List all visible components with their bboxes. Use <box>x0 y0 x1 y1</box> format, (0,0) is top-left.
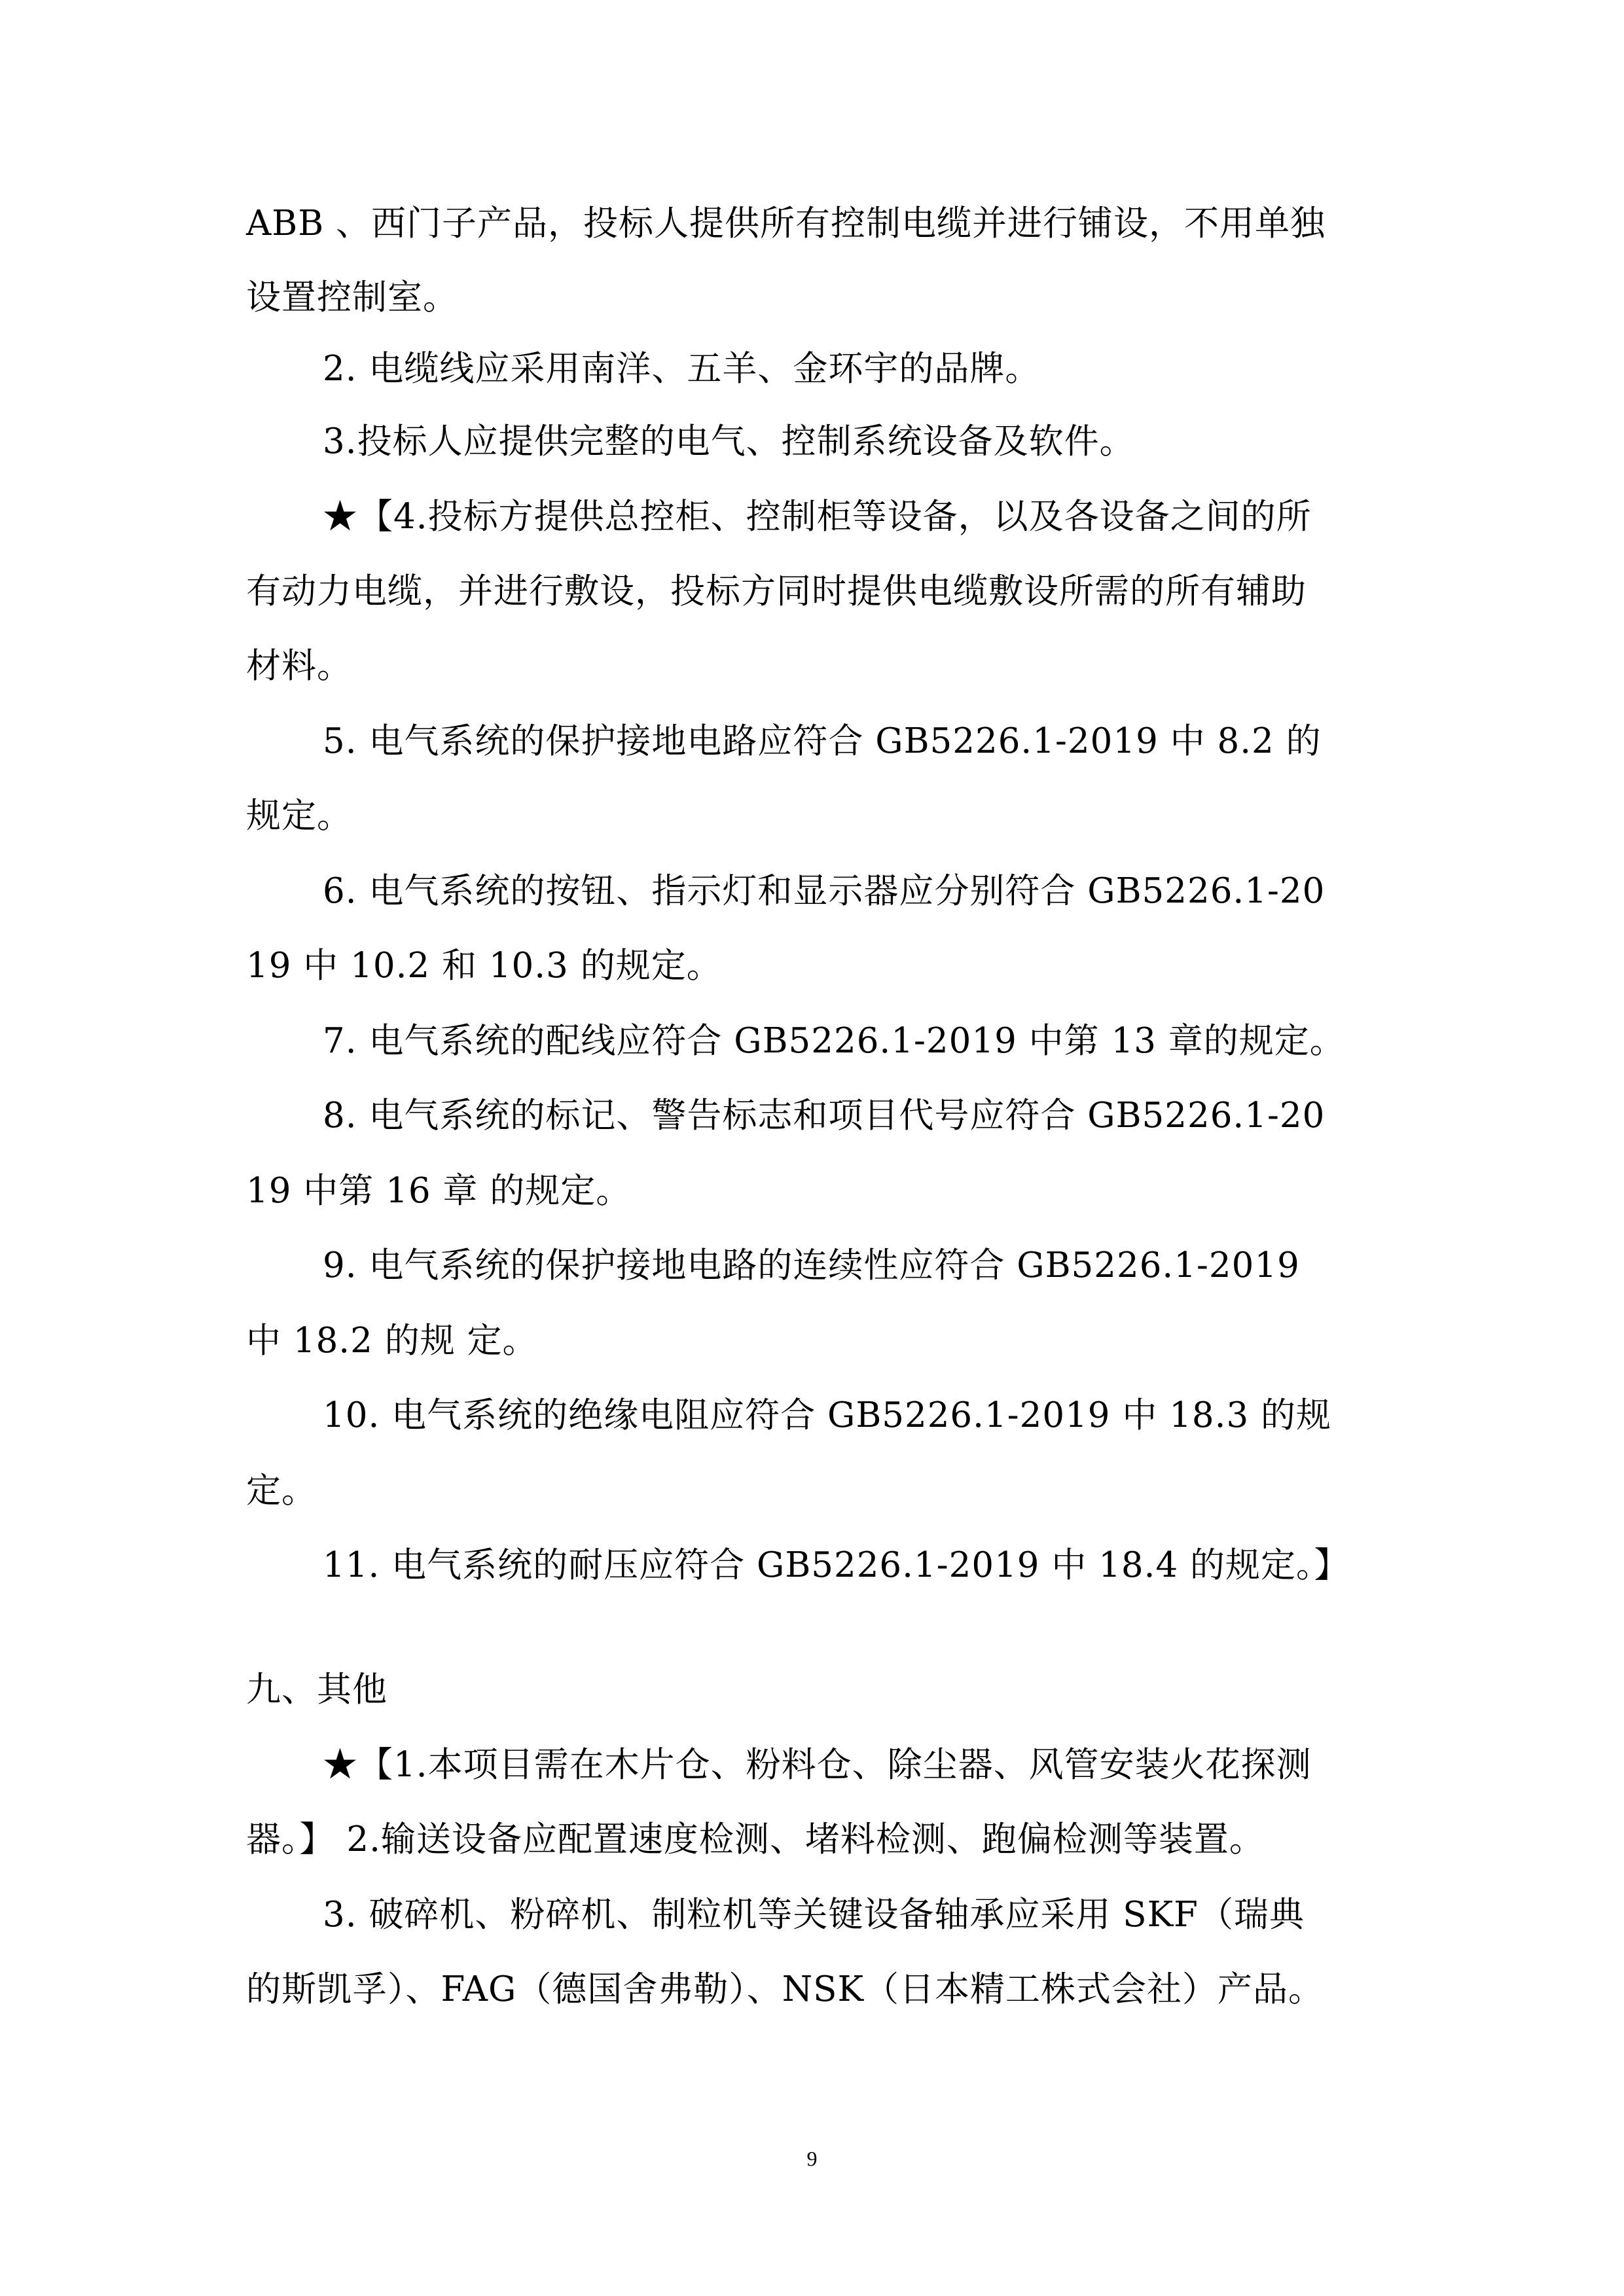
page-number: 9 <box>806 2147 818 2170</box>
text-line: 定。 <box>246 1471 317 1511</box>
text-line: 7. 电气系统的配线应符合 GB5226.1-2019 中第 13 章的规定。 <box>323 1021 1345 1061</box>
text-line: 5. 电气系统的保护接地电路应符合 GB5226.1-2019 中 8.2 的 <box>323 721 1322 761</box>
text-line: 2. 电缆线应采用南洋、五羊、金环宇的品牌。 <box>323 349 1041 389</box>
text-line: 19 中 10.2 和 10.3 的规定。 <box>246 946 722 986</box>
text-line: ABB 、西门子产品，投标人提供所有控制电缆并进行铺设，不用单独 <box>246 204 1326 243</box>
section-heading: 九、其他 <box>246 1670 388 1710</box>
text-line: 19 中第 16 章 的规定。 <box>246 1171 632 1211</box>
text-line: 3. 破碎机、粉碎机、制粒机等关键设备轴承应采用 SKF（瑞典 <box>323 1895 1305 1935</box>
text-line: 的斯凯孚）、FAG（德国舍弗勒）、NSK（日本精工株式会社）产品。 <box>246 1969 1324 2009</box>
text-line: ★【1.本项目需在木片仓、粉料仓、除尘器、风管安装火花探测 <box>323 1745 1312 1785</box>
text-line: 8. 电气系统的标记、警告标志和项目代号应符合 GB5226.1-20 <box>323 1096 1326 1136</box>
text-line: 有动力电缆，并进行敷设，投标方同时提供电缆敷设所需的所有辅助 <box>246 571 1307 611</box>
text-line: 规定。 <box>246 796 352 836</box>
text-line: 材料。 <box>246 646 352 686</box>
text-line: 器。】 2.输送设备应配置速度检测、堵料检测、跑偏检测等装置。 <box>246 1820 1265 1859</box>
text-line: 6. 电气系统的按钮、指示灯和显示器应分别符合 GB5226.1-20 <box>323 871 1326 911</box>
text-line: 3.投标人应提供完整的电气、控制系统设备及软件。 <box>323 422 1135 461</box>
text-line: 中 18.2 的规 定。 <box>246 1321 538 1361</box>
text-line: ★【4.投标方提供总控柜、控制柜等设备，以及各设备之间的所 <box>323 497 1312 537</box>
text-line: 11. 电气系统的耐压应符合 GB5226.1-2019 中 18.4 的规定。】 <box>323 1545 1350 1585</box>
text-line: 9. 电气系统的保护接地电路的连续性应符合 GB5226.1-2019 <box>323 1246 1300 1285</box>
text-line: 设置控制室。 <box>246 278 458 317</box>
text-line: 10. 电气系统的绝缘电阻应符合 GB5226.1-2019 中 18.3 的规 <box>323 1395 1332 1435</box>
